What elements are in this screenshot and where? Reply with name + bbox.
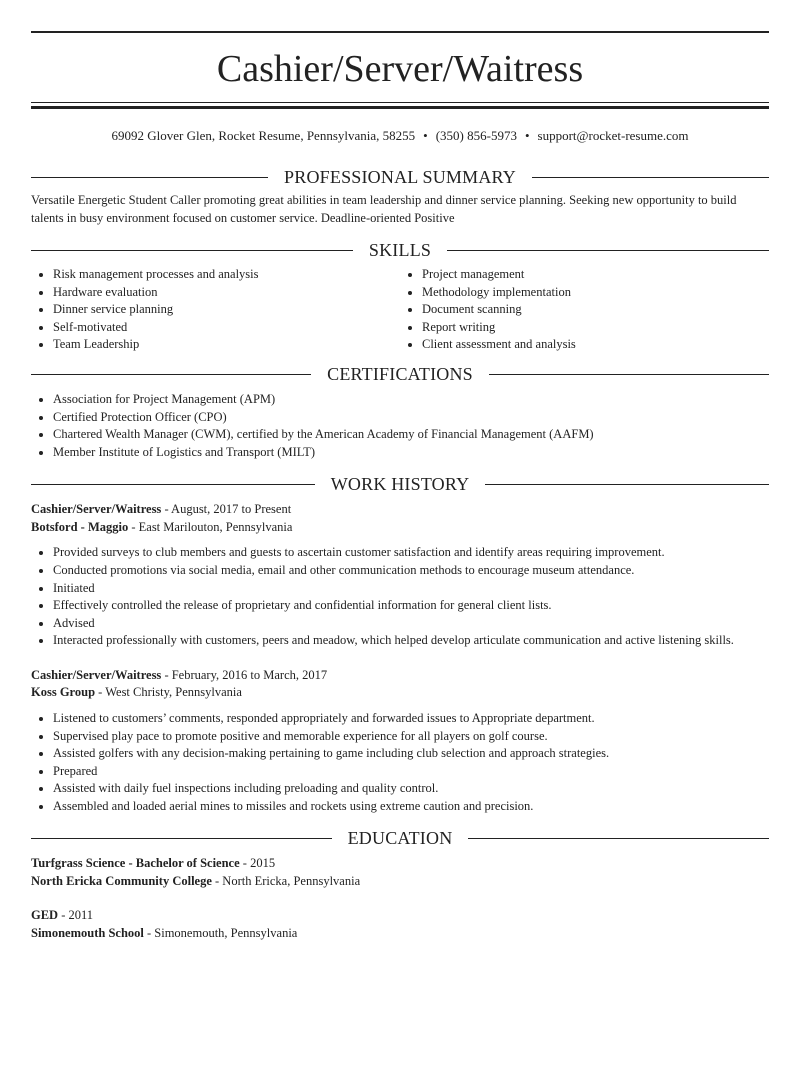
education-list xyxy=(31,855,769,942)
address: 69092 Glover Glen, Rocket Resume, Pennsylvania, 58255 xyxy=(111,128,416,143)
job-dates: - August, 2017 to Present xyxy=(161,502,292,517)
list-item: • Self-motivated xyxy=(53,319,400,337)
list-item: • Conducted promotions via social media, email and other communication methods to encourage museum attendance. xyxy=(53,562,769,580)
section-heading-certifications: CERTIFICATIONS xyxy=(31,364,769,386)
separator: • xyxy=(423,128,428,143)
list-item: • Member Institute of Logistics and Transport (MILT) xyxy=(53,444,769,462)
list-item: • Report writing xyxy=(422,319,769,337)
work-history xyxy=(31,501,769,815)
skills-list xyxy=(31,261,769,354)
summary-text: Versatile Energetic Student Caller promoting great abilities in team leadership and dinner service planning. Seeking new opportunity to build talents in busy environment focused on customer service. Deadline-oriented Positive xyxy=(31,193,737,225)
job-title: Cashier/Server/Waitress xyxy=(31,502,162,517)
school-name: Simonemouth School xyxy=(31,925,144,940)
graduation-year: - 2015 xyxy=(239,856,276,871)
section-heading-education: EDUCATION xyxy=(31,827,769,849)
entry-line xyxy=(31,873,769,891)
job-title: Cashier/Server/Waitress xyxy=(31,667,162,682)
list-item: • Certified Protection Officer (CPO) xyxy=(53,409,769,427)
graduation-year: - 2011 xyxy=(58,908,94,923)
section-heading-summary: PROFESSIONAL SUMMARY xyxy=(31,166,769,188)
certifications-list xyxy=(31,391,769,461)
list-item: • Document scanning xyxy=(422,301,769,319)
school-location: - North Ericka, Pennsylvania xyxy=(211,873,361,888)
list-item: • Assisted golfers with any decision-making pertaining to game including club selection and approach strategies. xyxy=(53,745,769,763)
school-location: - Simonemouth, Pennsylvania xyxy=(143,925,298,940)
divider xyxy=(31,31,769,33)
divider xyxy=(31,102,769,103)
entry-line xyxy=(31,907,769,925)
job-dates: - February, 2016 to March, 2017 xyxy=(161,667,328,682)
resume-page xyxy=(0,31,800,942)
list-item: • Effectively controlled the release of proprietary and confidential information for general client lists. xyxy=(53,597,769,615)
job-entry xyxy=(31,501,769,650)
list-item: • Assisted with daily fuel inspections including preloading and quality control. xyxy=(53,780,769,798)
entry-line xyxy=(31,855,769,873)
phone: (350) 856-5973 xyxy=(435,128,517,143)
company-location: - East Marilouton, Pennsylvania xyxy=(128,519,293,534)
contact-info xyxy=(31,127,769,145)
list-item: • Provided surveys to club members and guests to ascertain customer satisfaction and identify areas requiring improvement. xyxy=(53,544,769,562)
list-item: • Assembled and loaded aerial mines to missiles and rockets using extreme caution and precision. xyxy=(53,798,769,816)
list-item: • Team Leadership xyxy=(53,336,400,354)
entry-line xyxy=(31,925,769,943)
list-item: • Methodology implementation xyxy=(422,284,769,302)
education-entry xyxy=(31,907,769,942)
list-item: • Advised xyxy=(53,615,769,633)
company-name: Koss Group xyxy=(31,685,96,700)
entry-line xyxy=(31,501,769,519)
list-item: • Client assessment and analysis xyxy=(422,336,769,354)
degree: GED xyxy=(31,908,59,923)
company-name: Botsford - Maggio xyxy=(31,519,129,534)
list-item: • Chartered Wealth Manager (CWM), certified by the American Academy of Financial Management (AAFM) xyxy=(53,426,769,444)
list-item: • Prepared xyxy=(53,763,769,781)
list-item: • Supervised play pace to promote positive and memorable experience for all players on golf course. xyxy=(53,728,769,746)
list-item: • Listened to customers’ comments, responded appropriately and forwarded issues to Appropriate department. xyxy=(53,710,769,728)
list-item: • Initiated xyxy=(53,580,769,598)
degree: Turfgrass Science - Bachelor of Science xyxy=(31,856,240,871)
list-item: • Risk management processes and analysis xyxy=(53,266,400,284)
list-item: • Interacted professionally with customers, peers and meadow, which helped develop articulate communication and active listening skills. xyxy=(53,632,769,650)
list-item: • Association for Project Management (APM) xyxy=(53,391,769,409)
school-name: North Ericka Community College xyxy=(31,873,212,888)
entry-line xyxy=(31,519,769,537)
job-entry xyxy=(31,667,769,816)
list-item: • Dinner service planning xyxy=(53,301,400,319)
list-item: • Project management xyxy=(422,266,769,284)
email: support@rocket-resume.com xyxy=(537,128,689,143)
section-heading-skills: SKILLS xyxy=(31,239,769,261)
section-heading-work-history: WORK HISTORY xyxy=(31,473,769,495)
education-entry xyxy=(31,855,769,890)
divider xyxy=(31,106,769,109)
list-item: • Hardware evaluation xyxy=(53,284,400,302)
resume-title: Cashier/Server/Waitress xyxy=(216,48,584,90)
entry-line xyxy=(31,667,769,685)
separator: • xyxy=(524,128,530,143)
company-location: - West Christy, Pennsylvania xyxy=(95,685,242,700)
entry-line xyxy=(31,684,769,702)
